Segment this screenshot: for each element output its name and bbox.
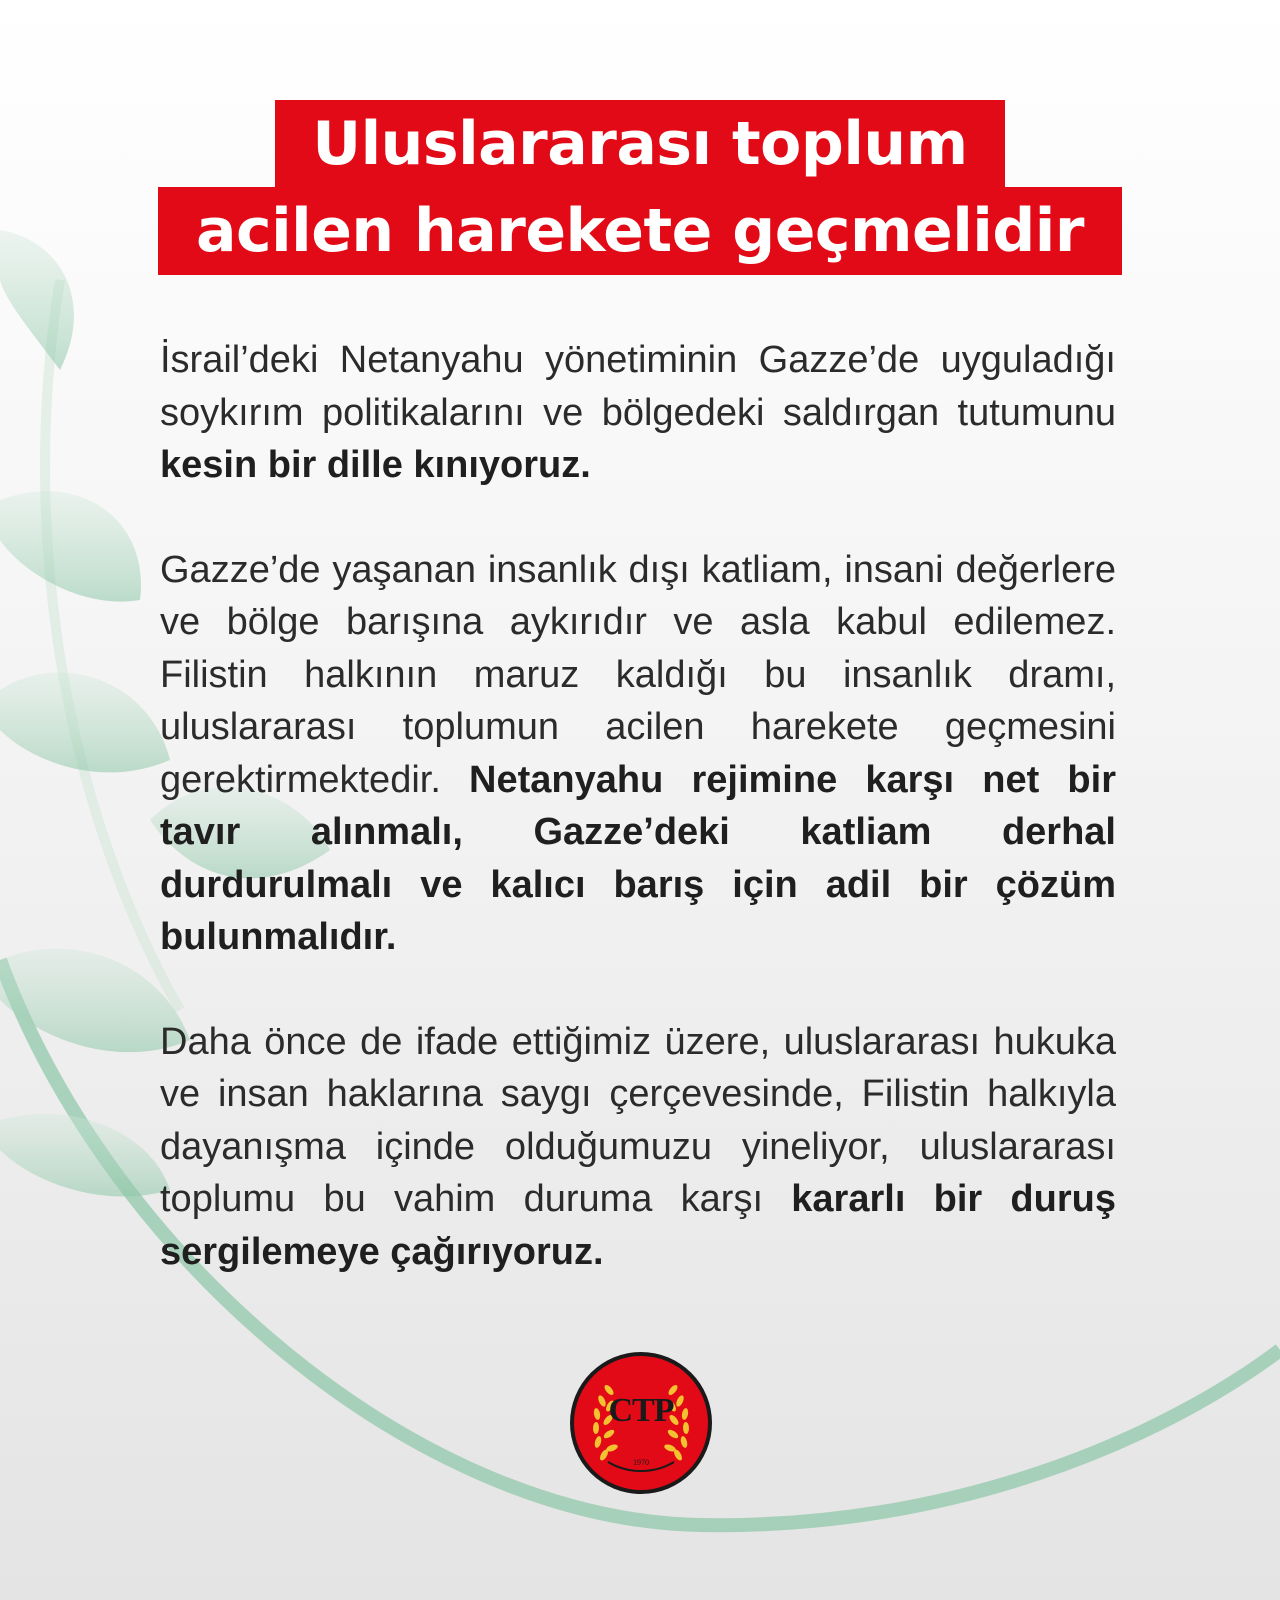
paragraph-3-text: Daha önce de ifade ettiğimiz üzere, uluslararası hukuka ve insan haklarına saygı çerçevesinde, Filistin halkıyla dayanışma içinde olduğumuzu yineliyor, uluslararası toplumu bu vahim duruma karşı [160, 1020, 1116, 1220]
paragraph-2-text: Gazze’de yaşanan insanlık dışı katliam, insani değerlere ve bölge barışına aykırıdır ve asla kabul edilemez. Filistin halkının maruz kaldığı bu insanlık dramı, uluslararası toplumun acilen harekete geçmesini gerektirmektedir. [160, 548, 1116, 801]
leaf-shape [0, 672, 170, 772]
headline-line-1: Uluslararası toplum [275, 100, 1005, 188]
ctp-party-logo-icon [568, 1350, 714, 1496]
paragraph-2-bold: Netanyahu rejimine karşı net bir tavır alınmalı, Gazze’deki katliam derhal durdurulmalı ve kalıcı barış için adil bir çözüm bulunmalıdır. [160, 758, 1116, 958]
logo-name: CTP [608, 1392, 674, 1429]
statement-body [160, 334, 1116, 1330]
paragraph-1-text: İsrail’deki Netanyahu yönetiminin Gazze’de uyguladığı soykırım politikalarını ve bölgedeki saldırgan tutumunu [160, 339, 1116, 434]
headline-line-2: acilen harekete geçmelidir [158, 187, 1122, 275]
paragraph-1 [160, 334, 1116, 492]
logo-year: 1970 [633, 1458, 649, 1467]
paragraph-3 [160, 1016, 1116, 1279]
paragraph-3-bold: kararlı bir duruş sergilemeye çağırıyoruz. [160, 1178, 1116, 1273]
leaf-shape [0, 1114, 170, 1197]
paragraph-1-bold: kesin bir dille kınıyoruz. [160, 444, 591, 486]
paragraph-2 [160, 544, 1116, 964]
leaf-shape [0, 491, 141, 601]
leaf-shape [0, 230, 74, 370]
